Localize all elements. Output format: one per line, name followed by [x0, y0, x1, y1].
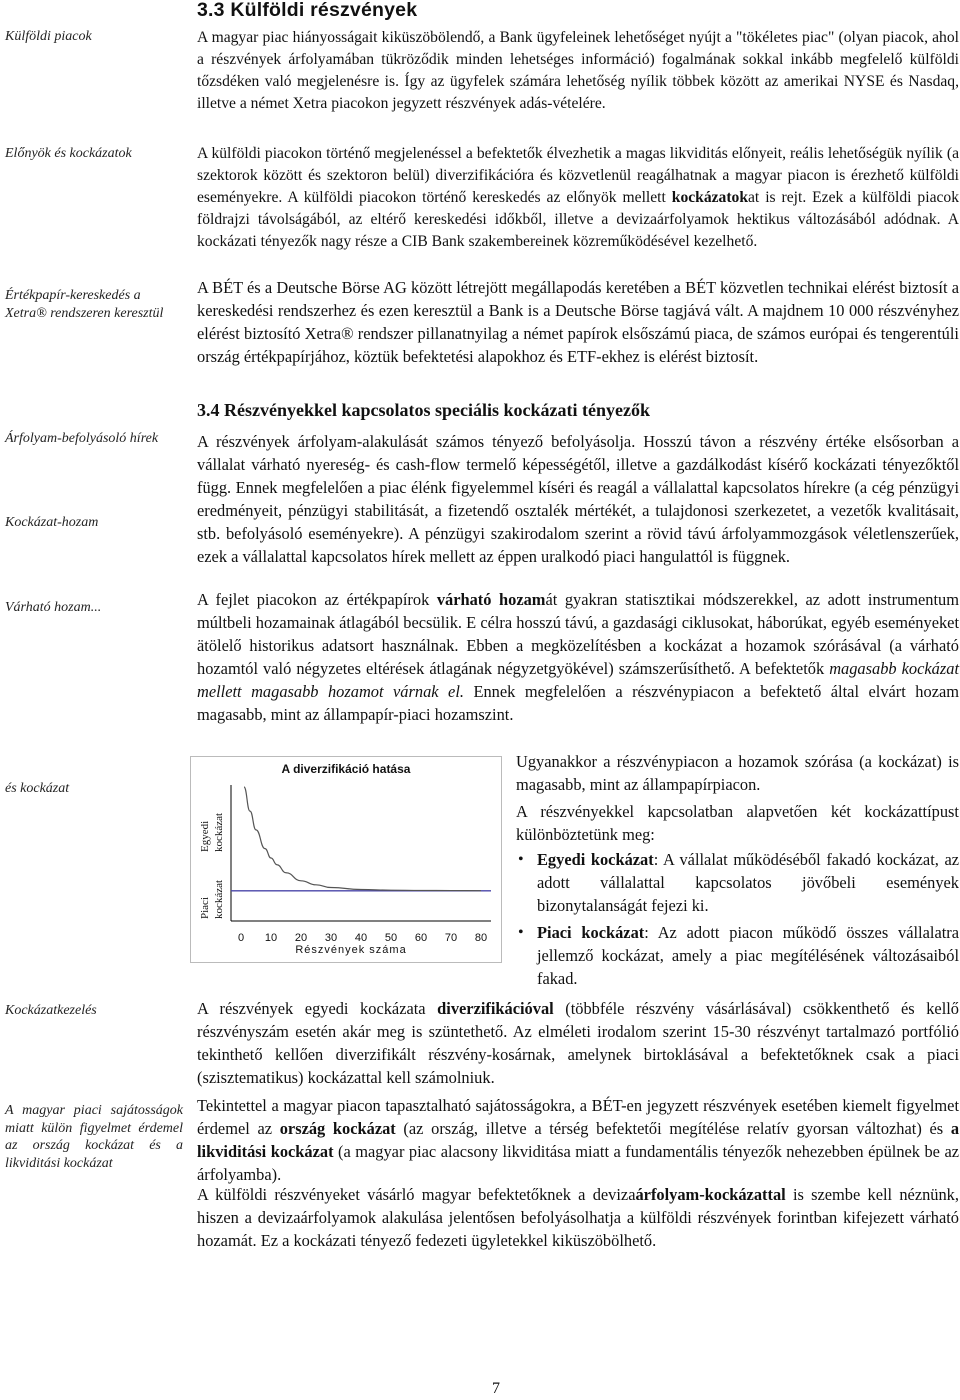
x-tick-label: 80 — [474, 932, 488, 944]
list-item-egyedi-kockazat — [516, 848, 959, 917]
total-risk-curve — [244, 787, 481, 891]
paragraph-3-4-6 — [197, 1094, 959, 1186]
region-label-piaci-kockazat — [199, 880, 225, 919]
x-axis-label: Részvények száma — [295, 944, 407, 956]
text-bold: Egyedi kockázat — [537, 850, 654, 869]
text-run: Tekintettel a magyar piacon tapasztalható sajátosságokra, a BÉT-en jegyzett részvények esetében kiemelt figyelmet érdemel az — [197, 1096, 959, 1138]
chart-marks — [231, 787, 491, 891]
sidebar-note-es-kockazat: és kockázat — [5, 781, 70, 796]
section-title-3-4: 3.4 Részvényekkel kapcsolatos speciális kockázati tényezők — [197, 400, 650, 420]
sidebar-note-varhato-hozam: Várható hozam... — [5, 600, 102, 615]
paragraph-3-4-4: A részvényekkel kapcsolatban alapvetően két kockázattípust különböztetünk meg: — [516, 802, 959, 844]
text-run: (az ország, illetve a térség befektetői megítélése relatív gyorsan változhat) és — [395, 1119, 951, 1138]
text-run: (a magyar piac alacsony likviditása miatt a fundamentális tényezők nehezebben épülnek be az árfolyamba). — [197, 1142, 959, 1184]
sidebar-note-xetra: Értékpapír-kereskedés a Xetra® rendszeren keresztül — [5, 288, 164, 321]
region-label-line: Egyedi — [199, 820, 211, 852]
paragraph-3-4-7 — [197, 1183, 959, 1252]
paragraph-3-3-3: A BÉT és a Deutsche Börse AG között létrejött megállapodás keretében a BÉT közvetlen technikai elérést biztosít a kereskedési rendszerhez és ezen keresztül a Bank is a Deutsche Börse tagjává vált. A majdnem 10 000 részvényhez elérést biztosító Xetra® rendszer pillanatnyilag a német papírok elsőszámú piaca, de számos európai és tengerentúli ország értékpapírjához, köztük befektetési alapokhoz és ETF-ekhez is elérést biztosít. — [197, 278, 959, 366]
x-tick-label: 70 — [444, 932, 458, 944]
text-bold: Piaci kockázat — [537, 923, 645, 942]
text-run: : Az adott piacon működő összes vállalatra jellemző kockázat, amely a piac megítélésének változásaiból fakad. — [537, 923, 960, 988]
sidebar-note-magyar-sajatossagok: A magyar piaci sajátosságok miatt külön figyelmet érdemel az ország kockázat és a likviditási kockázat — [5, 1103, 183, 1171]
paragraph-3-4-2 — [197, 588, 959, 726]
text-bold: várható hozam — [436, 590, 546, 609]
x-tick-label: 60 — [414, 932, 428, 944]
paragraph-3-4-1: A részvények árfolyam-alakulását számos tényező befolyásolja. Hosszú távon a részvény értéke elsősorban a vállalat várható nyereség- és cash-flow termelő képességétől, illetve a gazdálkodást kísérő kockázati tényezőktől függ. Ennek megfelelően a piac élénk figyelemmel kíséri és reagál a vállalattal kapcsolatos hírekre (a cég pénzügyi eredményeit, pénzügyi stabilitását, a fizetendő osztalék mértékét, a tulajdonosi szerkezetet, a vezetők kvalitásait, stb. befolyásoló eseményekre). A pénzügyi szakirodalom szerint a rövid távú árfolyammozgások véletlenszerűek, ezek a vállalattal kapcsolatos hírek mellett az éppen uralkodó piaci hangulattól is függnek. — [197, 432, 959, 566]
x-tick-label: 50 — [384, 932, 398, 944]
text-run: A fejlet piacokon az értékpapírok — [197, 590, 437, 609]
sidebar-note-kulfoldi-piacok: Külföldi piacok — [5, 29, 92, 44]
x-tick-label: 0 — [237, 932, 245, 944]
region-label-line: kockázat — [213, 812, 225, 852]
text-bold: ország kockázat — [279, 1119, 396, 1138]
text-run: at is rejt. Ezek a külföldi piacok földrajzi távolságából, az eltérő kereskedési időkből, illetve a devizaárfolyamok hektikus változásából adódnak. A kockázati tényezők nagy része a CIB Bank szakembereinek közreműködésével kezelhető. — [197, 189, 959, 250]
text-run: is szembe kell néznünk, hiszen a devizaárfolyamok alakulása jelentősen befolyásolhatja a külföldi részvények forintban kifejezett várható hozamát. Ez a kockázati tényező fedezeti ügyletekkel kiküszöbölhető. — [197, 1185, 959, 1250]
text-run: A részvények egyedi kockázata — [197, 999, 438, 1018]
text-run: A külföldi részvényeket vásárló magyar befektetőknek a deviza — [197, 1185, 636, 1204]
sidebar-note-kockazatkezeles: Kockázatkezelés — [5, 1003, 97, 1018]
bullet-icon: • — [518, 924, 524, 941]
text-run: : A vállalat működéséből fakadó kockázat, az adott vállalattal kapcsolatos jövőbeli események bizonytalanságát fejezi ki. — [537, 850, 959, 915]
region-label-egyedi-kockazat — [199, 813, 225, 852]
text-run: át gyakran statisztikai módszerekkel, az adott instrumentum múltbeli hozamainak átlagából becsülik. E célra hosszú távú, a gazdasági ciklusokat, háborúkat, egyéb eseményeket ätölelő historikus adatsort használnak. Ebben a megközelítésben a kockázat a hozamok szórásával (a várható hozamtól való négyzetes eltérések átlagának négyzetgyökével) számszerűsíthető. A befektetők — [197, 590, 959, 678]
text-bold: kockázatok — [671, 189, 749, 206]
x-tick-label: 40 — [354, 932, 368, 944]
section-title-3-3: 3.3 Külföldi részvények — [197, 0, 418, 21]
paragraph-3-3-2 — [197, 143, 959, 253]
x-tick-label: 30 — [324, 932, 338, 944]
text-bold: diverzifikációval — [437, 999, 554, 1018]
sidebar-note-arfolyam-hirek: Árfolyam-befolyásoló hírek — [5, 431, 159, 446]
chart-title: A diverzifikáció hatása — [281, 762, 411, 776]
text-bold: a likviditási kockázat — [197, 1119, 960, 1161]
x-tick-label: 10 — [264, 932, 278, 944]
region-label-line: kockázat — [213, 879, 225, 919]
paragraph-3-4-5 — [197, 997, 959, 1089]
diversification-chart-svg — [191, 757, 501, 962]
paragraph-3-3-1: A magyar piac hiányosságait kiküszöbölendő, a Bank ügyfeleinek lehetőséget nyújt a "tökéletes piac" (olyan piacok, ahol a részvények árfolyamában tükröződik minden lehetséges információ) fogalmának sokkal inkább megfelelő külföldi tőzsdéken való megjelenésre is. Így az ügyfelek számára lehetőség nyílik többek között az amerikai NYSE és Nasdaq, illetve a német Xetra piacokon jegyzett részvények adás-vételére. — [197, 29, 959, 112]
page-number: 7 — [492, 1380, 500, 1397]
sidebar-note-elonyok: Előnyök és kockázatok — [5, 146, 132, 161]
sidebar-note-kockazat-hozam: Kockázat-hozam — [5, 515, 99, 530]
text-run: Ennek megfelelően a részvénypiacon a befektető által elvárt hozam magasabb, mint az állampapír-piaci hozamszint. — [197, 682, 959, 724]
text-bold: árfolyam-kockázattal — [635, 1185, 786, 1204]
diversification-chart — [190, 756, 502, 963]
bullet-icon: • — [518, 851, 524, 868]
text-run: (többféle részvény vásárlásával) csökkenthető és kellő részvényszám esetén akár meg is szüntethető. Az elméleti irodalom szerint 15-30 részvényt tartalmazó portfólió tekinthető kellően diverzifikált részvény-kosárnak, amelynek birtoklásával a befektetőknek csak a piaci (szisztematikus) kockázattal kell számolniuk. — [197, 999, 960, 1087]
text-run: A külföldi piacokon történő megjelenéssel a befektetők élvezhetik a magas likviditás előnyeit, reális lehetőségük nyílik (a szektorok között és szektoron belül) diverzifikációra és közvetlenül reagálhatnak a magyar piacon is érezhető külföldi eseményekre. A külföldi piacokon történő kereskedés az előnyök mellett — [197, 145, 959, 206]
x-tick-label: 20 — [294, 932, 308, 944]
x-tick-labels — [238, 932, 487, 944]
text-italic: magasabb kockázat mellett magasabb hozamot várnak el. — [197, 659, 959, 701]
region-label-line: Piaci — [199, 897, 211, 919]
risk-type-list — [516, 848, 959, 994]
paragraph-3-4-3: Ugyanakkor a részvénypiacon a hozamok szórása (a kockázat) is magasabb, mint az állampapírpiacon. — [516, 752, 959, 794]
list-item-piaci-kockazat — [516, 921, 959, 990]
